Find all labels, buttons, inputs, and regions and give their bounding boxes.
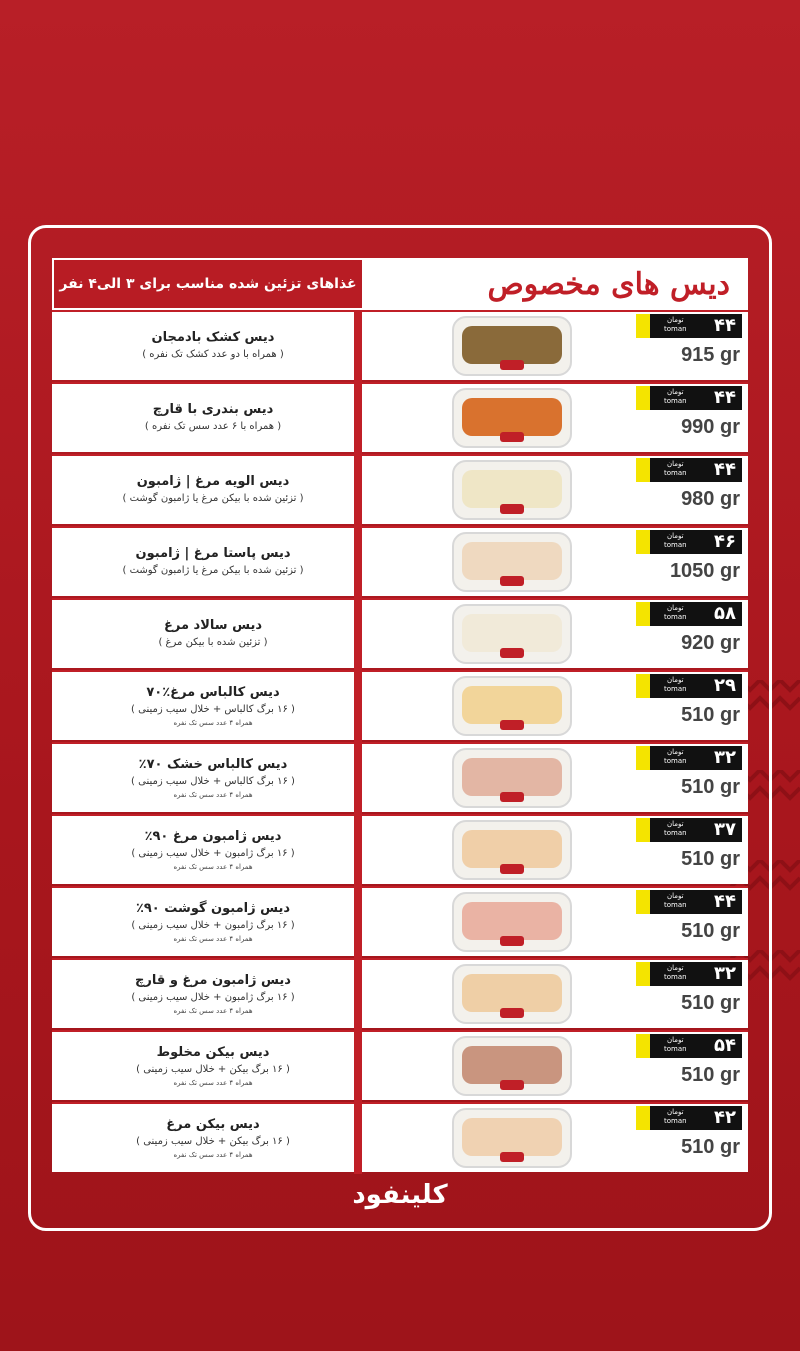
column-divider <box>354 600 362 670</box>
item-weight: 915 gr <box>681 344 740 366</box>
brand-sticker <box>500 360 524 370</box>
currency-fa: تومان <box>666 316 684 324</box>
item-name: دیس بیکن مخلوط <box>156 1044 270 1060</box>
item-description: ( همراه با ۶ عدد سس تک نفره ) <box>144 421 282 432</box>
item-note: همراه ۴ عدد سس تک نفره <box>173 790 253 799</box>
item-weight: 920 gr <box>681 632 740 654</box>
item-weight: 1050 gr <box>669 560 740 582</box>
item-weight: 510 gr <box>681 704 740 726</box>
item-detail <box>362 384 748 452</box>
price-badge <box>650 458 742 482</box>
price-badge <box>650 746 742 770</box>
currency-label <box>664 964 687 982</box>
item-text <box>52 1032 354 1100</box>
item-price: ۴۲ <box>714 1107 736 1128</box>
currency-fa: تومان <box>666 892 684 900</box>
item-detail <box>362 1104 748 1172</box>
price-accent <box>636 1106 650 1130</box>
item-detail <box>362 1032 748 1100</box>
item-description: ( ۱۶ برگ بیکن + خلال سیب زمینی ) <box>136 1135 290 1147</box>
item-name: دیس کالباس مرغ٪۷۰ <box>146 684 280 700</box>
item-price: ۳۲ <box>714 747 736 768</box>
menu-item <box>52 958 748 1030</box>
brand-sticker <box>500 792 524 802</box>
column-divider <box>354 816 362 886</box>
item-detail <box>362 600 748 668</box>
brand-sticker <box>500 864 524 874</box>
currency-label <box>664 388 687 406</box>
brand-sticker <box>500 648 524 658</box>
column-divider <box>354 384 362 454</box>
currency-fa: تومان <box>666 1108 684 1116</box>
price-badge <box>650 674 742 698</box>
item-note: همراه ۴ عدد سس تک نفره <box>173 1006 253 1015</box>
item-name: دیس ژامبون مرغ ۹۰٪ <box>144 828 282 844</box>
column-divider <box>354 744 362 814</box>
menu-item <box>52 1102 748 1174</box>
item-weight: 980 gr <box>681 488 740 510</box>
menu-header <box>52 258 748 310</box>
item-price: ۲۹ <box>714 675 736 696</box>
brand-sticker <box>500 1152 524 1162</box>
price-badge <box>650 890 742 914</box>
item-name: دیس ژامبون مرغ و قارچ <box>135 972 291 988</box>
item-description: ( تزئین شده با بیکن مرغ ) <box>158 637 268 648</box>
column-divider <box>354 672 362 742</box>
item-price: ۴۶ <box>714 531 736 552</box>
item-name: دیس الویه مرغ | ژامبون <box>136 474 290 489</box>
item-weight: 510 gr <box>681 1136 740 1158</box>
brand-sticker <box>500 936 524 946</box>
item-price: ۳۷ <box>714 819 736 840</box>
menu-item <box>52 598 748 670</box>
currency-fa: تومان <box>666 604 684 612</box>
item-text <box>52 312 354 380</box>
menu-list <box>52 310 748 1174</box>
item-detail <box>362 960 748 1028</box>
menu-item <box>52 310 748 382</box>
item-name: دیس ژامبون گوشت ۹۰٪ <box>135 900 291 916</box>
price-badge <box>650 386 742 410</box>
item-note: همراه ۴ عدد سس تک نفره <box>173 718 253 727</box>
column-divider <box>354 528 362 598</box>
currency-label <box>664 1036 687 1054</box>
menu-item <box>52 742 748 814</box>
item-text <box>52 888 354 956</box>
price-accent <box>636 890 650 914</box>
currency-en: toman <box>664 613 687 621</box>
item-name: دیس کالباس خشک ۷۰٪ <box>138 756 288 772</box>
dish-image <box>452 532 572 592</box>
currency-en: toman <box>664 685 687 693</box>
currency-en: toman <box>664 1117 687 1125</box>
currency-fa: تومان <box>666 388 684 396</box>
price-badge <box>650 530 742 554</box>
dish-image <box>452 892 572 952</box>
currency-label <box>664 460 687 478</box>
item-name: دیس کشک بادمجان <box>151 330 275 345</box>
item-price: ۴۴ <box>714 387 736 408</box>
item-description: ( همراه با دو عدد کشک تک نفره ) <box>142 349 284 360</box>
item-description: ( ۱۶ برگ کالباس + خلال سیب زمینی ) <box>131 775 295 787</box>
dish-image <box>452 604 572 664</box>
price-accent <box>636 962 650 986</box>
column-divider <box>354 888 362 958</box>
item-price: ۴۴ <box>714 891 736 912</box>
dish-image <box>452 676 572 736</box>
currency-en: toman <box>664 541 687 549</box>
item-name: دیس بیکن مرغ <box>166 1116 260 1132</box>
item-price: ۳۲ <box>714 963 736 984</box>
brand-sticker <box>500 1008 524 1018</box>
menu-item <box>52 454 748 526</box>
currency-fa: تومان <box>666 676 684 684</box>
currency-label <box>664 676 687 694</box>
brand-sticker <box>500 576 524 586</box>
price-accent <box>636 1034 650 1058</box>
currency-label <box>664 820 687 838</box>
item-detail <box>362 888 748 956</box>
currency-en: toman <box>664 757 687 765</box>
dish-image <box>452 316 572 376</box>
price-badge <box>650 962 742 986</box>
item-text <box>52 600 354 668</box>
item-detail <box>362 456 748 524</box>
menu-item <box>52 670 748 742</box>
item-text <box>52 384 354 452</box>
column-divider <box>354 1104 362 1174</box>
price-badge <box>650 1034 742 1058</box>
item-text <box>52 960 354 1028</box>
column-divider <box>354 960 362 1030</box>
item-name: دیس سالاد مرغ <box>164 618 263 633</box>
menu-item <box>52 886 748 958</box>
item-text <box>52 672 354 740</box>
currency-en: toman <box>664 973 687 981</box>
item-description: ( ۱۶ برگ بیکن + خلال سیب زمینی ) <box>136 1063 290 1075</box>
price-accent <box>636 674 650 698</box>
currency-label <box>664 892 687 910</box>
menu-item <box>52 526 748 598</box>
dish-image <box>452 748 572 808</box>
price-accent <box>636 530 650 554</box>
item-description: ( ۱۶ برگ ژامبون + خلال سیب زمینی ) <box>131 847 295 859</box>
header-title: دیس های مخصوص <box>362 260 746 308</box>
price-accent <box>636 746 650 770</box>
item-detail <box>362 816 748 884</box>
item-description: ( ۱۶ برگ ژامبون + خلال سیب زمینی ) <box>131 991 295 1003</box>
item-name: دیس پاستا مرغ | ژامبون <box>135 546 291 561</box>
item-detail <box>362 528 748 596</box>
brand-sticker <box>500 720 524 730</box>
item-detail <box>362 744 748 812</box>
price-accent <box>636 386 650 410</box>
item-weight: 990 gr <box>681 416 740 438</box>
dish-image <box>452 1108 572 1168</box>
price-badge <box>650 818 742 842</box>
currency-label <box>664 748 687 766</box>
item-weight: 510 gr <box>681 848 740 870</box>
currency-en: toman <box>664 901 687 909</box>
item-price: ۵۸ <box>714 603 736 624</box>
item-price: ۵۴ <box>714 1035 736 1056</box>
item-description: ( ۱۶ برگ کالباس + خلال سیب زمینی ) <box>131 703 295 715</box>
price-accent <box>636 314 650 338</box>
currency-en: toman <box>664 469 687 477</box>
item-note: همراه ۴ عدد سس تک نفره <box>173 1078 253 1087</box>
brand-sticker <box>500 432 524 442</box>
currency-en: toman <box>664 397 687 405</box>
item-price: ۴۴ <box>714 459 736 480</box>
item-text <box>52 456 354 524</box>
currency-label <box>664 532 687 550</box>
price-accent <box>636 818 650 842</box>
currency-fa: تومان <box>666 532 684 540</box>
column-divider <box>354 1032 362 1102</box>
column-divider <box>354 456 362 526</box>
item-detail <box>362 672 748 740</box>
dish-image <box>452 1036 572 1096</box>
menu-item <box>52 814 748 886</box>
dish-image <box>452 964 572 1024</box>
currency-en: toman <box>664 1045 687 1053</box>
column-divider <box>354 312 362 382</box>
price-accent <box>636 602 650 626</box>
item-name: دیس بندری با قارچ <box>152 402 274 417</box>
currency-en: toman <box>664 829 687 837</box>
currency-label <box>664 316 687 334</box>
item-weight: 510 gr <box>681 776 740 798</box>
item-text <box>52 528 354 596</box>
currency-fa: تومان <box>666 1036 684 1044</box>
item-text <box>52 1104 354 1172</box>
item-text <box>52 744 354 812</box>
currency-fa: تومان <box>666 748 684 756</box>
header-subtitle: غذاهای تزئین شده مناسب برای ۳ الی۴ نفر <box>54 260 362 308</box>
menu-item <box>52 1030 748 1102</box>
price-accent <box>636 458 650 482</box>
dish-image <box>452 460 572 520</box>
item-weight: 510 gr <box>681 1064 740 1086</box>
price-badge <box>650 314 742 338</box>
menu-item <box>52 382 748 454</box>
currency-fa: تومان <box>666 964 684 972</box>
currency-label <box>664 1108 687 1126</box>
currency-fa: تومان <box>666 820 684 828</box>
item-note: همراه ۴ عدد سس تک نفره <box>173 934 253 943</box>
item-note: همراه ۴ عدد سس تک نفره <box>173 1150 253 1159</box>
item-note: همراه ۴ عدد سس تک نفره <box>173 862 253 871</box>
item-text <box>52 816 354 884</box>
dish-image <box>452 388 572 448</box>
item-description: ( ۱۶ برگ ژامبون + خلال سیب زمینی ) <box>131 919 295 931</box>
currency-fa: تومان <box>666 460 684 468</box>
price-badge <box>650 602 742 626</box>
item-weight: 510 gr <box>681 992 740 1014</box>
item-description: ( تزئین شده با بیکن مرغ یا ژامبون گوشت ) <box>122 565 304 576</box>
brand-sticker <box>500 504 524 514</box>
item-weight: 510 gr <box>681 920 740 942</box>
item-description: ( تزئین شده با بیکن مرغ یا ژامبون گوشت ) <box>122 493 304 504</box>
brand-sticker <box>500 1080 524 1090</box>
brand-logo: کلینفود <box>352 1180 448 1210</box>
price-badge <box>650 1106 742 1130</box>
dish-image <box>452 820 572 880</box>
item-detail <box>362 312 748 380</box>
currency-label <box>664 604 687 622</box>
item-price: ۴۴ <box>714 315 736 336</box>
currency-en: toman <box>664 325 687 333</box>
